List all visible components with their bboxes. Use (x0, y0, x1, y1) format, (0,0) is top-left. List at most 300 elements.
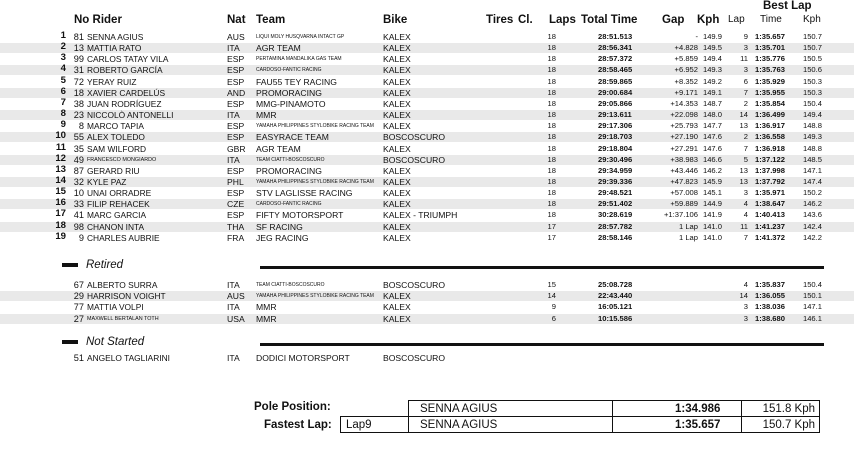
best-lap-number: 7 (743, 232, 748, 242)
average-kph: 145.9 (702, 176, 722, 186)
team-name: EASYRACE TEAM (256, 132, 329, 143)
rider-number: 10 (73, 188, 84, 199)
nationality: FRA (227, 232, 245, 243)
nationality: AUS (227, 291, 245, 302)
best-lap-time: 1:36.499 (755, 110, 785, 120)
bike-name: KALEX (383, 232, 411, 243)
best-lap-time: 1:35.776 (755, 54, 785, 64)
average-kph: 146.2 (702, 165, 722, 175)
rider-name: CHANON INTA (87, 221, 145, 232)
best-lap-number: 13 (739, 176, 748, 186)
bike-name: KALEX (383, 54, 411, 65)
fastest-rider: SENNA AGIUS (420, 419, 498, 431)
header-best-kph: Kph (803, 14, 821, 25)
best-lap-time: 1:36.918 (755, 143, 785, 153)
laps-count: 18 (547, 132, 556, 142)
table-row (0, 199, 854, 209)
position: 1 (60, 30, 66, 41)
rider-number: 9 (78, 232, 84, 243)
laps-count: 18 (547, 32, 556, 41)
gap: +43.446 (670, 165, 698, 175)
nationality: ESP (227, 188, 245, 199)
rider-number: 13 (73, 43, 84, 54)
rider-name: FILIP REHACEK (87, 199, 150, 210)
total-time: 28:56.341 (598, 43, 633, 53)
header-kph: Kph (697, 14, 720, 26)
rider-name: MATTIA VOLPI (87, 302, 144, 313)
nationality: ESP (227, 54, 245, 65)
rider-name: JUAN RODRÍGUEZ (87, 98, 162, 109)
team-name: FIFTY MOTORSPORT (256, 210, 344, 221)
nationality: ITA (227, 302, 240, 313)
average-kph: 149.4 (702, 54, 722, 64)
best-lap-time: 1:35.701 (755, 43, 785, 53)
rider-name: ROBERTO GARCÍA (87, 65, 163, 76)
fastest-lap-number-box (340, 416, 409, 433)
best-lap-number: 7 (743, 143, 748, 153)
position: 17 (55, 208, 66, 220)
nationality: ITA (227, 280, 240, 290)
rider-number: 77 (73, 302, 84, 313)
bike-name: BOSCOSCURO (383, 353, 446, 363)
nationality: ESP (227, 65, 245, 76)
position: 14 (55, 174, 66, 186)
best-lap-kph: 150.7 (802, 43, 822, 53)
position: 3 (60, 52, 66, 64)
not-started-divider (260, 343, 824, 346)
best-lap-kph: 148.8 (802, 143, 822, 153)
position: 4 (60, 63, 66, 75)
best-lap-kph: 150.7 (802, 32, 822, 41)
header-total-time: Total Time (581, 14, 638, 26)
position: 11 (55, 141, 66, 153)
summary-row-divider (409, 416, 819, 417)
best-lap-number: 7 (743, 87, 748, 97)
rider-name: SAM WILFORD (87, 143, 147, 154)
bike-name: KALEX (383, 291, 411, 302)
best-lap-time: 1:35.854 (755, 98, 785, 108)
gap: +9.171 (674, 87, 698, 97)
total-time: 28:57.372 (598, 54, 633, 64)
laps-count: 18 (547, 98, 556, 108)
total-time: 29:34.959 (598, 165, 633, 175)
fastest-kph: 150.7 Kph (762, 419, 815, 431)
team-name: PERTAMINA MANDALIKA GAS TEAM (256, 56, 342, 63)
rider-number: 41 (73, 210, 84, 221)
rider-number: 29 (73, 291, 84, 302)
header-gap: Gap (662, 14, 685, 26)
nationality: GBR (227, 143, 246, 154)
table-row (0, 110, 854, 120)
position: 6 (60, 85, 66, 97)
bike-name: KALEX (383, 76, 411, 87)
best-lap-kph: 147.1 (802, 165, 822, 175)
rider-name: FRANCESCO MONGIARDO (87, 156, 157, 163)
nationality: PHL (227, 176, 244, 187)
average-kph: 144.9 (702, 199, 722, 209)
team-name: DODICI MOTORSPORT (256, 353, 350, 363)
laps-count: 18 (547, 65, 556, 75)
nationality: CZE (227, 199, 245, 210)
average-kph: 148.7 (702, 98, 722, 108)
laps-count: 18 (547, 165, 556, 175)
total-time: 25:08.728 (598, 280, 633, 289)
bike-name: KALEX (383, 87, 411, 98)
best-lap-number: 2 (743, 98, 748, 108)
rider-number: 32 (73, 176, 84, 187)
position: 9 (60, 119, 66, 131)
gap: +25.793 (670, 121, 698, 131)
table-row (0, 65, 854, 75)
best-lap-kph: 146.1 (802, 313, 822, 323)
rider-number: 33 (73, 199, 84, 210)
laps-count: 9 (551, 302, 556, 312)
bike-name: KALEX (383, 121, 411, 132)
team-name: YAMAHA PHILIPPINES STYLOBIKE RACING TEAM (256, 178, 374, 185)
table-row (0, 230, 854, 243)
table-row (0, 85, 854, 98)
best-lap-kph: 147.1 (802, 302, 822, 312)
team-name: TEAM CIATTI-BOSCOSCURO (256, 156, 325, 163)
rider-name: CHARLES AUBRIE (87, 232, 160, 243)
pole-rider: SENNA AGIUS (420, 403, 498, 415)
rider-name: GERARD RIU (87, 165, 140, 176)
position: 2 (60, 41, 66, 53)
gap: +6.952 (674, 65, 698, 75)
best-lap-time: 1:36.558 (755, 132, 785, 142)
laps-count: 18 (547, 143, 556, 153)
table-row (0, 353, 854, 363)
nationality: ESP (227, 210, 245, 221)
best-lap-kph: 147.4 (802, 176, 822, 186)
laps-count: 18 (547, 176, 556, 186)
best-lap-number: 2 (743, 132, 748, 142)
gap: +8.352 (674, 76, 698, 86)
total-time: 28:51.513 (598, 32, 633, 41)
team-name: PROMORACING (256, 165, 322, 176)
average-kph: 145.1 (702, 188, 722, 198)
best-lap-number: 3 (743, 188, 748, 198)
gap: +1:37.106 (664, 210, 698, 220)
laps-count: 18 (547, 87, 556, 97)
position: 19 (55, 230, 66, 242)
bike-name: KALEX (383, 43, 411, 54)
table-row (0, 210, 854, 220)
header-no-rider: No Rider (74, 14, 122, 26)
laps-count: 18 (547, 188, 556, 198)
fastest-lap-label: Fastest Lap: (264, 419, 332, 431)
retired-divider (260, 266, 824, 269)
position: 8 (60, 108, 66, 120)
total-time: 29:13.611 (598, 110, 632, 120)
gap: +27.190 (670, 132, 698, 142)
pole-position-label: Pole Position: (254, 401, 331, 413)
team-name: MMR (256, 302, 277, 313)
best-lap-kph: 150.5 (802, 54, 822, 64)
table-row (0, 188, 854, 198)
table-row (0, 74, 854, 87)
laps-count: 17 (547, 232, 556, 242)
best-lap-kph: 149.4 (802, 110, 822, 120)
best-lap-number: 5 (743, 154, 748, 164)
best-lap-time: 1:36.055 (755, 291, 785, 301)
average-kph: 147.6 (702, 132, 722, 142)
laps-count: 18 (547, 199, 556, 209)
team-name: TEAM CIATTI-BOSCOSCURO (256, 282, 325, 288)
pole-time: 1:34.986 (675, 403, 721, 415)
average-kph: 149.5 (702, 43, 722, 53)
position: 5 (60, 74, 66, 86)
table-row (0, 32, 854, 42)
header-laps: Laps (549, 14, 576, 26)
fastest-time: 1:35.657 (675, 419, 721, 431)
gap: +38.983 (670, 154, 698, 164)
total-time: 28:57.782 (598, 221, 633, 231)
best-lap-number: 14 (739, 291, 748, 301)
bike-name: KALEX (383, 188, 411, 199)
best-lap-number: 4 (743, 199, 748, 209)
best-lap-time: 1:36.917 (755, 121, 785, 131)
best-lap-kph: 143.6 (802, 210, 822, 220)
table-row (0, 96, 854, 109)
total-time: 10:15.586 (598, 313, 633, 323)
header-bike: Bike (383, 14, 408, 26)
header-nat: Nat (227, 14, 246, 26)
rider-name: MATTIA RATO (87, 43, 142, 54)
retired-section-header (62, 259, 123, 271)
nationality: ITA (227, 43, 240, 54)
laps-count: 18 (547, 76, 556, 86)
header-class: Cl. (518, 14, 533, 26)
rider-name: UNAI ORRADRE (87, 188, 152, 199)
best-lap-kph: 146.2 (802, 199, 822, 209)
best-lap-number: 4 (743, 280, 748, 289)
bike-name: KALEX - TRIUMPH (383, 210, 458, 221)
table-row (0, 152, 854, 165)
bike-name: KALEX (383, 110, 411, 121)
team-name: LIQUI MOLY HUSQVARNA INTACT GP (256, 34, 345, 40)
average-kph: 146.6 (702, 154, 722, 164)
average-kph: 149.2 (702, 76, 722, 86)
best-lap-kph: 150.3 (802, 87, 822, 97)
best-lap-kph: 148.8 (802, 121, 822, 131)
best-lap-time: 1:38.680 (755, 313, 785, 323)
rider-number: 55 (73, 132, 84, 143)
laps-count: 17 (547, 221, 556, 231)
nationality: ESP (227, 76, 245, 87)
rider-number: 38 (73, 98, 84, 109)
best-lap-time: 1:35.837 (755, 280, 785, 289)
gap: +14.353 (670, 98, 698, 108)
best-lap-number: 4 (743, 210, 748, 220)
rider-name: SENNA AGIUS (87, 32, 144, 42)
laps-count: 18 (547, 121, 556, 131)
average-kph: 148.0 (702, 110, 722, 120)
header-best-time: Time (760, 14, 782, 25)
position: 18 (55, 219, 66, 231)
section-dash (62, 340, 78, 344)
total-time: 29:05.866 (598, 98, 633, 108)
gap: +47.823 (670, 176, 698, 186)
best-lap-time: 1:37.122 (755, 154, 785, 164)
team-name: STV LAGLISSE RACING (256, 188, 353, 199)
best-lap-kph: 150.4 (802, 280, 822, 289)
rider-name: HARRISON VOIGHT (87, 291, 166, 302)
table-row (0, 121, 854, 131)
best-lap-kph: 142.4 (802, 221, 822, 231)
total-time: 29:48.521 (598, 188, 633, 198)
laps-count: 18 (547, 210, 556, 220)
best-lap-kph: 150.6 (802, 65, 822, 75)
best-lap-time: 1:35.763 (755, 65, 785, 75)
bike-name: BOSCOSCURO (383, 280, 446, 290)
nationality: ESP (227, 98, 245, 109)
rider-number: 99 (73, 54, 84, 65)
total-time: 29:17.306 (598, 121, 633, 131)
bike-name: BOSCOSCURO (383, 132, 446, 143)
average-kph: 141.0 (702, 221, 722, 231)
gap: +4.828 (674, 43, 698, 53)
best-lap-time: 1:35.971 (755, 188, 785, 198)
team-name: AGR TEAM (256, 143, 301, 154)
table-row (0, 132, 854, 142)
position: 15 (55, 186, 66, 198)
total-time: 30:28.619 (598, 210, 633, 220)
total-time: 28:58.146 (598, 232, 633, 242)
gap: +27.291 (670, 143, 698, 153)
total-time: 29:30.496 (598, 154, 633, 164)
best-lap-number: 6 (743, 76, 748, 86)
best-lap-kph: 150.2 (802, 188, 822, 198)
rider-number: 31 (73, 65, 84, 76)
rider-number: 23 (73, 110, 84, 121)
best-lap-time: 1:35.955 (755, 87, 785, 97)
table-row (0, 43, 854, 53)
bike-name: KALEX (383, 165, 411, 176)
total-time: 29:00.684 (598, 87, 633, 97)
table-row (0, 291, 854, 301)
average-kph: 141.0 (702, 232, 722, 242)
table-row (0, 302, 854, 312)
total-time: 28:59.865 (598, 76, 633, 86)
total-time: 29:51.402 (598, 199, 633, 209)
team-name: CARDOSO-FANTIC RACING (256, 67, 322, 74)
rider-number: 67 (73, 280, 84, 290)
best-lap-time: 1:35.657 (755, 32, 785, 41)
team-name: YAMAHA PHILIPPINES STYLOBIKE RACING TEAM (256, 293, 374, 300)
total-time: 29:39.336 (598, 176, 633, 186)
team-name: PROMORACING (256, 87, 322, 98)
rider-number: 27 (73, 313, 84, 324)
rider-name: ALBERTO SURRA (87, 280, 158, 290)
best-lap-number: 9 (743, 32, 748, 41)
total-time: 28:58.465 (598, 65, 633, 75)
not-started-section-header (62, 336, 144, 348)
rider-number: 98 (73, 221, 84, 232)
header-tires: Tires (486, 14, 514, 26)
best-lap-number: 11 (740, 54, 748, 64)
rider-number: 35 (73, 143, 84, 154)
laps-count: 15 (547, 280, 556, 289)
gap: 1 Lap (678, 232, 698, 242)
laps-count: 18 (547, 43, 556, 53)
gap: +5.859 (674, 54, 698, 64)
nationality: USA (227, 313, 245, 324)
section-dash (62, 263, 78, 267)
not-started-label: Not Started (86, 336, 145, 348)
average-kph: 147.6 (702, 143, 722, 153)
best-lap-number: 3 (743, 65, 748, 75)
team-name: MMR (256, 313, 277, 324)
rider-number: 81 (73, 32, 84, 42)
header-best-lap-no: Lap (728, 14, 745, 25)
rider-name: ANGELO TAGLIARINI (87, 353, 170, 363)
summary-box (408, 400, 820, 433)
total-time: 16:05.121 (598, 302, 633, 312)
gap: - (695, 32, 698, 41)
best-lap-time: 1:40.413 (755, 210, 785, 220)
rider-name: MARC GARCIA (87, 210, 147, 221)
bike-name: BOSCOSCURO (383, 154, 446, 165)
team-name: CARDOSO-FANTIC RACING (256, 201, 322, 208)
bike-name: KALEX (383, 176, 411, 187)
average-kph: 149.1 (702, 87, 722, 97)
laps-count: 14 (547, 291, 556, 301)
gap: +59.889 (670, 199, 698, 209)
rider-number: 8 (78, 121, 84, 132)
best-lap-number: 11 (740, 221, 748, 231)
total-time: 29:18.804 (598, 143, 633, 153)
best-lap-kph: 150.1 (802, 291, 822, 301)
team-name: SF RACING (256, 221, 303, 232)
best-lap-time: 1:41.372 (755, 232, 785, 242)
rider-name: CARLOS TATAY VILA (87, 54, 169, 65)
best-lap-time: 1:41.237 (755, 221, 785, 231)
bike-name: KALEX (383, 98, 411, 109)
table-row (0, 174, 854, 187)
table-row (0, 141, 854, 154)
table-row (0, 163, 854, 176)
rider-name: NICCOLÒ ANTONELLI (87, 110, 174, 121)
best-lap-number: 14 (739, 110, 748, 120)
laps-count: 18 (547, 110, 556, 120)
laps-count: 18 (547, 54, 556, 64)
pole-kph: 151.8 Kph (762, 403, 815, 415)
nationality: ESP (227, 165, 245, 176)
best-lap-kph: 150.4 (802, 98, 822, 108)
rider-name: MAXWELL BERTALAN TOTH (87, 315, 159, 322)
retired-label: Retired (86, 259, 124, 271)
position: 13 (55, 163, 66, 175)
table-row (0, 219, 854, 232)
rider-name: ALEX TOLEDO (87, 132, 145, 143)
table-row (0, 54, 854, 64)
gap: +57.008 (670, 188, 698, 198)
best-lap-header: Best Lap (763, 0, 812, 12)
nationality: AND (227, 87, 246, 98)
table-row (0, 314, 854, 324)
best-lap-kph: 149.3 (802, 132, 822, 142)
rider-name: MARCO TAPIA (87, 121, 144, 132)
nationality: THA (227, 221, 245, 232)
rider-name: KYLE PAZ (87, 176, 127, 187)
bike-name: KALEX (383, 32, 411, 42)
rider-number: 87 (73, 165, 84, 176)
bike-name: KALEX (383, 302, 411, 313)
best-lap-number: 3 (743, 302, 748, 312)
laps-count: 6 (551, 313, 556, 323)
best-lap-time: 1:38.647 (755, 199, 785, 209)
